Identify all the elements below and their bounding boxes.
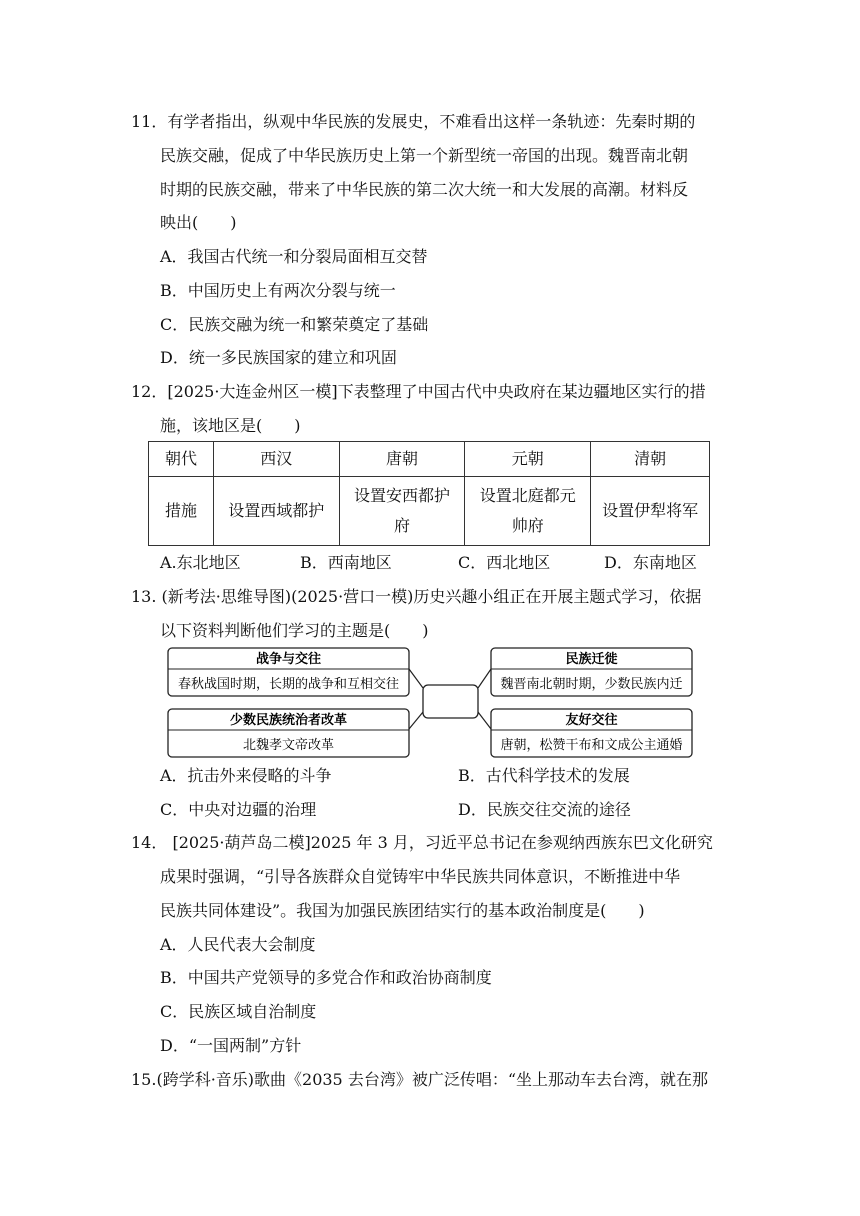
mindmap-node-body: 唐朝，松赞干布和文成公主通婚 bbox=[500, 738, 683, 753]
mindmap-node bbox=[168, 648, 409, 696]
mindmap-node bbox=[491, 648, 692, 696]
mindmap-node-body: 魏晋南北朝时期，少数民族内迁 bbox=[500, 677, 683, 692]
table-cell-text: 府 bbox=[394, 516, 411, 535]
table-header-cell: 唐朝 bbox=[339, 442, 465, 477]
q12-line-1: 12．[2025·大连金州区一模]下表整理了中国古代中央政府在某边疆地区实行的措 bbox=[131, 382, 706, 401]
q12-option-c[interactable]: C．西北地区 bbox=[458, 553, 551, 572]
q11-option-a[interactable]: A．我国古代统一和分裂局面相互交替 bbox=[160, 247, 428, 266]
q11-option-c[interactable]: C．民族交融为统一和繁荣奠定了基础 bbox=[160, 315, 429, 334]
table-header-cell: 元朝 bbox=[465, 442, 591, 477]
mindmap-node-title: 战争与交往 bbox=[255, 652, 322, 667]
table-header-cell: 西汉 bbox=[213, 442, 339, 477]
q11-line-1: 11．有学者指出，纵观中华民族的发展史，不难看出这样一条轨迹：先秦时期的 bbox=[131, 112, 696, 131]
mindmap-node-body: 北魏孝文帝改革 bbox=[242, 738, 335, 753]
table-cell-text: 设置西域都护 bbox=[228, 501, 325, 520]
q14-line-1: 14． [2025·葫芦岛二模]2025 年 3 月，习近平总书记在参观纳西族东巴文化研究 bbox=[131, 833, 713, 852]
table-cell-text: 设置北庭都元 bbox=[479, 486, 576, 505]
q12-option-a[interactable]: A.东北地区 bbox=[160, 553, 241, 572]
q12-line-2: 施，该地区是( ) bbox=[160, 416, 301, 435]
q14-line-3: 民族共同体建设”。我国为加强民族团结实行的基本政治制度是( ) bbox=[160, 901, 645, 920]
mindmap-center-box bbox=[423, 685, 478, 718]
mindmap-node-title: 民族迁徙 bbox=[565, 652, 618, 667]
table-cell-text: 设置伊犁将军 bbox=[602, 501, 699, 520]
q14-line-2: 成果时强调，“引导各族群众自觉铸牢中华民族共同体意识，不断推进中华 bbox=[160, 867, 681, 886]
mindmap-node-body: 春秋战国时期，长期的战争和互相交往 bbox=[177, 677, 400, 692]
table-header-cell: 清朝 bbox=[591, 442, 710, 477]
table-header-cell: 朝代 bbox=[149, 442, 214, 477]
q13-option-d[interactable]: D．民族交往交流的途径 bbox=[458, 800, 631, 819]
mindmap-node-title: 少数民族统治者改革 bbox=[229, 713, 348, 728]
q11-line-2: 民族交融，促成了中华民族历史上第一个新型统一帝国的出现。魏晋南北朝 bbox=[160, 146, 689, 165]
q12-option-d[interactable]: D．东南地区 bbox=[604, 553, 697, 572]
mindmap-node bbox=[491, 709, 692, 757]
mindmap-node-title: 友好交往 bbox=[565, 713, 618, 728]
q12-table bbox=[148, 441, 710, 546]
mindmap-node bbox=[168, 709, 409, 757]
q11-line-3: 时期的民族交融，带来了中华民族的第二次大统一和大发展的高潮。材料反 bbox=[160, 180, 689, 199]
q14-option-c[interactable]: C．民族区域自治制度 bbox=[160, 1002, 317, 1021]
q11-option-b[interactable]: B．中国历史上有两次分裂与统一 bbox=[160, 281, 396, 300]
q11-line-4: 映出( ) bbox=[160, 213, 237, 232]
q13-line-1: 13. (新考法·思维导图)(2025·营口一模)历史兴趣小组正在开展主题式学习，依据 bbox=[131, 587, 702, 606]
q11-option-d[interactable]: D．统一多民族国家的建立和巩固 bbox=[160, 348, 397, 367]
q14-option-a[interactable]: A．人民代表大会制度 bbox=[160, 935, 316, 954]
table-cell bbox=[339, 477, 465, 546]
q13-option-b[interactable]: B．古代科学技术的发展 bbox=[458, 766, 630, 785]
q15-line-1: 15.(跨学科·音乐)歌曲《2035 去台湾》被广泛传唱：“坐上那动车去台湾，就在那 bbox=[131, 1070, 709, 1089]
table-row-label: 措施 bbox=[149, 477, 214, 546]
table-cell bbox=[465, 477, 591, 546]
q13-mindmap bbox=[160, 640, 700, 760]
q14-option-b[interactable]: B．中国共产党领导的多党合作和政治协商制度 bbox=[160, 968, 492, 987]
table-cell bbox=[591, 477, 710, 546]
q13-option-a[interactable]: A．抗击外来侵略的斗争 bbox=[160, 766, 332, 785]
table-cell-text: 设置安西都护 bbox=[354, 486, 451, 505]
table-cell-text: 帅府 bbox=[511, 516, 544, 535]
q13-option-c[interactable]: C．中央对边疆的治理 bbox=[160, 800, 317, 819]
table-cell bbox=[213, 477, 339, 546]
q14-option-d[interactable]: D．“一国两制”方针 bbox=[160, 1036, 302, 1055]
q13-line-2: 以下资料判断他们学习的主题是( ) bbox=[160, 621, 429, 640]
q12-option-b[interactable]: B．西南地区 bbox=[300, 553, 392, 572]
